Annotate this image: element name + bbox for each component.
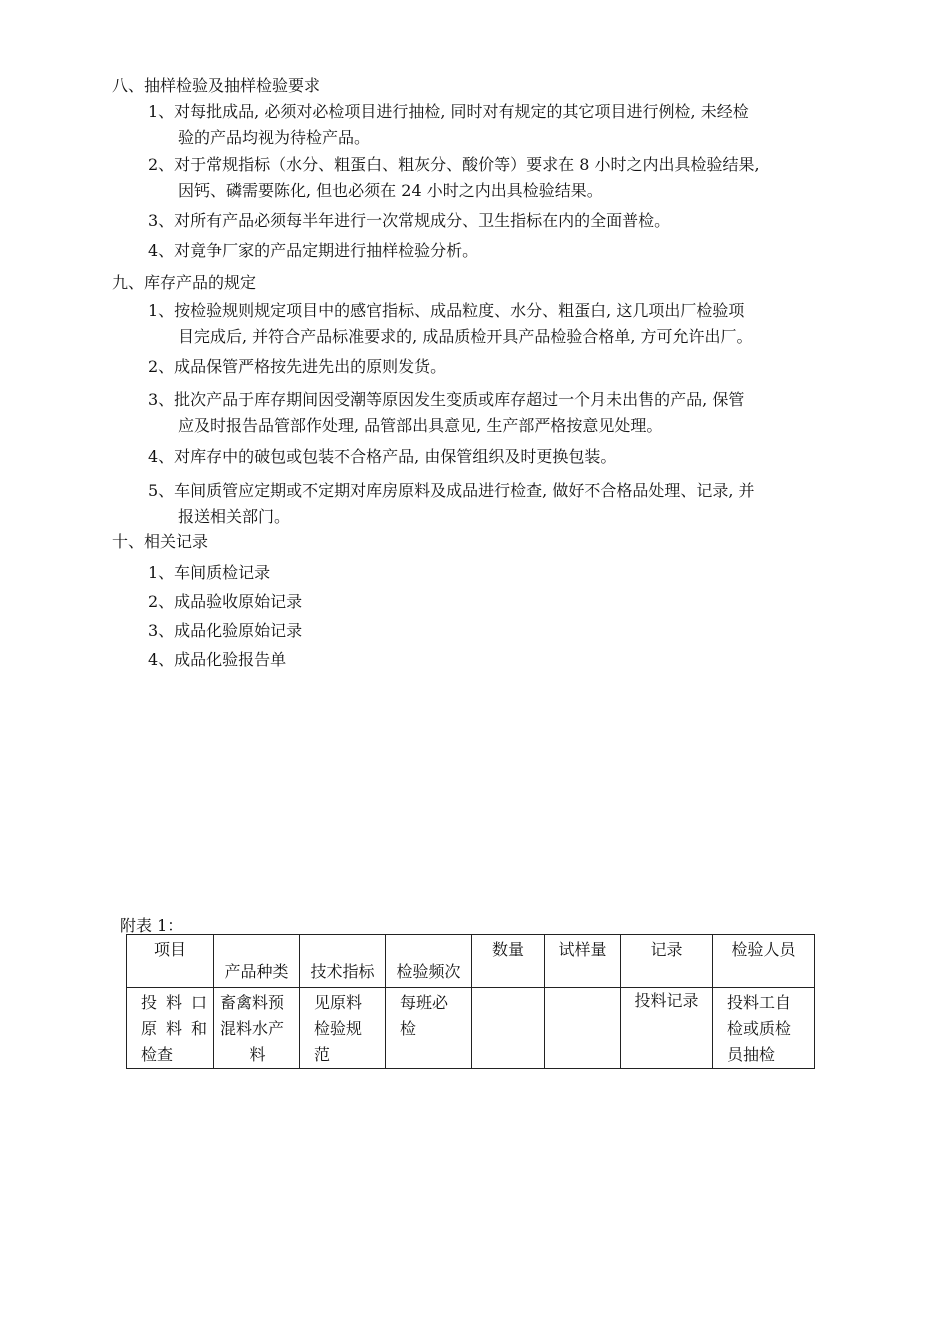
list-item: 3、成品化验原始记录 bbox=[148, 621, 303, 640]
section-heading-10: 十、相关记录 bbox=[112, 532, 209, 551]
list-item: 2、成品验收原始记录 bbox=[148, 592, 303, 611]
header-cell-inspector: 检验人员 bbox=[713, 935, 815, 988]
list-item: 4、成品化验报告单 bbox=[148, 650, 287, 669]
header-cell-item: 项目 bbox=[127, 935, 214, 988]
section-heading-8: 八、抽样检验及抽样检验要求 bbox=[112, 76, 321, 95]
header-cell-tech-index: 技术指标 bbox=[300, 935, 386, 988]
cell-record: 投料记录 bbox=[621, 988, 713, 1069]
table-row bbox=[127, 988, 815, 1069]
list-item: 3、对所有产品必须每半年进行一次常规成分、卫生指标在内的全面普检。 bbox=[148, 211, 671, 230]
header-cell-sample-qty: 试样量 bbox=[545, 935, 621, 988]
appendix-table bbox=[126, 934, 815, 1069]
section-heading-9: 九、库存产品的规定 bbox=[112, 273, 257, 292]
cell-product-type: 畜禽料预 混料水产 料 bbox=[214, 988, 300, 1069]
table-header-row bbox=[127, 935, 815, 988]
list-item: 2、对于常规指标（水分、粗蛋白、粗灰分、酸价等）要求在 8 小时之内出具检验结果, 因钙、磷需要陈化, 但也必须在 24 小时之内出具检验结果。 bbox=[148, 155, 760, 200]
header-cell-product-type: 产品种类 bbox=[214, 935, 300, 988]
list-item: 1、对每批成品, 必须对必检项目进行抽检, 同时对有规定的其它项目进行例检, 未经检 验的产品均视为待检产品。 bbox=[148, 102, 749, 147]
cell-quantity bbox=[472, 988, 545, 1069]
list-item: 2、成品保管严格按先进先出的原则发货。 bbox=[148, 357, 447, 376]
cell-frequency: 每班必 检 bbox=[386, 988, 472, 1069]
appendix-caption: 附表 1： bbox=[120, 916, 184, 935]
list-item: 4、对库存中的破包或包装不合格产品, 由保管组织及时更换包装。 bbox=[148, 447, 617, 466]
list-item: 5、车间质管应定期或不定期对库房原料及成品进行检查, 做好不合格品处理、记录, 并 报送相关部门。 bbox=[148, 481, 755, 526]
list-item: 3、批次产品于库存期间因受潮等原因发生变质或库存超过一个月未出售的产品, 保管 应及时报告品管部作处理, 品管部出具意见, 生产部严格按意见处理。 bbox=[148, 390, 745, 435]
list-item: 4、对竟争厂家的产品定期进行抽样检验分析。 bbox=[148, 241, 479, 260]
header-cell-quantity: 数量 bbox=[472, 935, 545, 988]
cell-tech-index: 见原料 检验规 范 bbox=[300, 988, 386, 1069]
cell-inspector: 投料工自 检或质检 员抽检 bbox=[713, 988, 815, 1069]
header-cell-record: 记录 bbox=[621, 935, 713, 988]
cell-item: 投料口 原料和 检查 bbox=[127, 988, 214, 1069]
list-item: 1、车间质检记录 bbox=[148, 563, 271, 582]
cell-sample-qty bbox=[545, 988, 621, 1069]
list-item: 1、按检验规则规定项目中的感官指标、成品粒度、水分、粗蛋白, 这几项出厂检验项 目完成后, 并符合产品标准要求的, 成品质检开具产品检验合格单, 方可允许出厂。 bbox=[148, 301, 753, 346]
header-cell-frequency: 检验频次 bbox=[386, 935, 472, 988]
